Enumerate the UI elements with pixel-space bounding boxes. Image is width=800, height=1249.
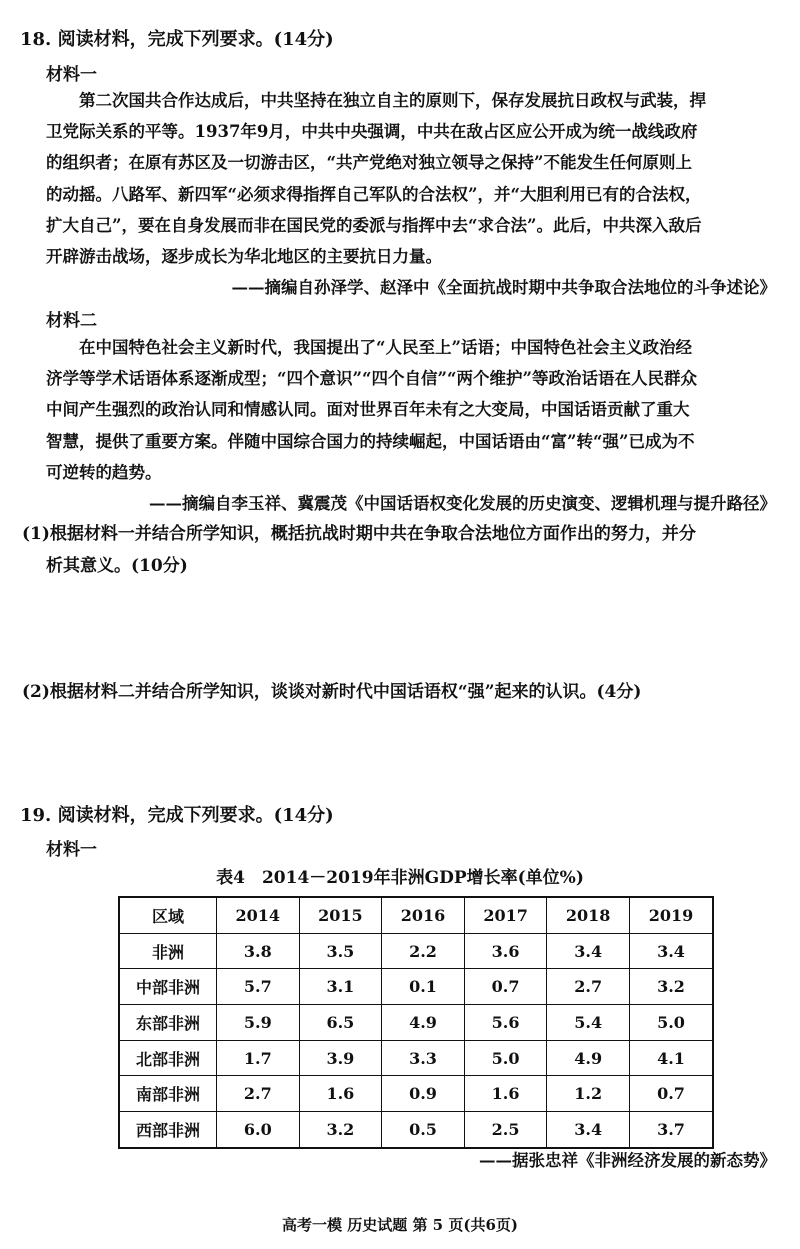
value-cell: 1.7	[217, 1040, 300, 1076]
paragraph-line: 卫党际关系的平等。1937年9月，中共中央强调，中共在敌占区应公开成为统一战线政府	[46, 122, 698, 142]
q18-subquestion-2	[22, 676, 758, 708]
value-cell: 0.7	[629, 1076, 713, 1112]
value-cell: 5.7	[217, 969, 300, 1005]
value-cell: 4.9	[547, 1040, 630, 1076]
page-footer: 高考一模 历史试题 第 5 页(共6页)	[282, 1216, 518, 1234]
region-cell: 北部非洲	[119, 1040, 217, 1076]
header-cell: 区域	[119, 897, 217, 933]
value-cell: 3.8	[217, 933, 300, 969]
paragraph-line: 开辟游击战场，逐步成长为华北地区的主要抗日力量。	[46, 247, 442, 267]
value-cell: 3.7	[629, 1112, 713, 1148]
paragraph-line: 在中国特色社会主义新时代，我国提出了“人民至上”话语；中国特色社会主义政治经	[46, 338, 692, 357]
region-cell: 东部非洲	[119, 1005, 217, 1041]
value-cell: 3.2	[299, 1112, 382, 1148]
header-cell: 2014	[217, 897, 300, 933]
paragraph-line: 的组织者；在原有苏区及一切游击区，“共产党绝对独立领导之保持”不能发生任何原则上	[46, 153, 692, 173]
value-cell: 0.7	[464, 969, 547, 1005]
value-cell: 1.6	[299, 1076, 382, 1112]
header-cell: 2017	[464, 897, 547, 933]
table-row	[119, 1005, 713, 1041]
value-cell: 0.1	[382, 969, 465, 1005]
table-row	[119, 1112, 713, 1148]
question-18-title: 18. 阅读材料，完成下列要求。(14分)	[20, 29, 334, 50]
value-cell: 3.3	[382, 1040, 465, 1076]
value-cell: 4.1	[629, 1040, 713, 1076]
paragraph-line: 的动摇。八路军、新四军“必须求得指挥自己军队的合法权”，并“大胆利用已有的合法权，	[46, 184, 702, 204]
value-cell: 3.9	[299, 1040, 382, 1076]
value-cell: 3.4	[547, 1112, 630, 1148]
region-cell: 西部非洲	[119, 1112, 217, 1148]
africa-gdp-growth-table	[118, 896, 714, 1149]
table-row	[119, 1040, 713, 1076]
question-19-title: 19. 阅读材料，完成下列要求。(14分)	[20, 805, 334, 826]
header-cell: 2019	[629, 897, 713, 933]
paragraph-line: 第二次国共合作达成后，中共坚持在独立自主的原则下，保存发展抗日政权与武装，捍	[46, 91, 706, 110]
value-cell: 5.9	[217, 1005, 300, 1041]
value-cell: 2.7	[547, 969, 630, 1005]
q19-material1-label: 材料一	[46, 840, 97, 860]
header-cell: 2016	[382, 897, 465, 933]
q18-material1-label: 材料一	[46, 65, 97, 85]
q18-material1-source: ——摘编自孙泽学、赵泽中《全面抗战时期中共争取合法地位的斗争述论》	[231, 278, 776, 297]
paragraph-line: 济学等学术话语体系逐渐成型；“四个意识”“四个自信”“两个维护”等政治话语在人民群众	[46, 369, 697, 389]
region-cell: 非洲	[119, 933, 217, 969]
region-cell: 南部非洲	[119, 1076, 217, 1112]
subquestion-line: (1)根据材料一并结合所学知识，概括抗战时期中共在争取合法地位方面作出的努力，并分	[22, 524, 696, 544]
value-cell: 5.0	[464, 1040, 547, 1076]
value-cell: 3.4	[629, 933, 713, 969]
value-cell: 3.6	[464, 933, 547, 969]
table-row	[119, 969, 713, 1005]
value-cell: 4.9	[382, 1005, 465, 1041]
q18-subquestion-1	[22, 518, 758, 582]
paragraph-line: 中间产生强烈的政治认同和情感认同。面对世界百年未有之大变局，中国话语贡献了重大	[46, 400, 690, 420]
value-cell: 2.5	[464, 1112, 547, 1148]
paragraph-line: 扩大自己”，要在自身发展而非在国民党的委派与指挥中去“求合法”。此后，中共深入敌后	[46, 215, 702, 235]
value-cell: 3.2	[629, 969, 713, 1005]
subquestion-line: 析其意义。(10分)	[46, 556, 188, 576]
value-cell: 2.7	[217, 1076, 300, 1112]
value-cell: 6.5	[299, 1005, 382, 1041]
q18-material2-label: 材料二	[46, 311, 97, 331]
value-cell: 2.2	[382, 933, 465, 969]
region-cell: 中部非洲	[119, 969, 217, 1005]
value-cell: 1.2	[547, 1076, 630, 1112]
value-cell: 5.0	[629, 1005, 713, 1041]
value-cell: 5.6	[464, 1005, 547, 1041]
value-cell: 3.4	[547, 933, 630, 969]
value-cell: 6.0	[217, 1112, 300, 1148]
q18-material2-source: ——摘编自李玉祥、冀震茂《中国话语权变化发展的历史演变、逻辑机理与提升路径》	[149, 494, 776, 513]
paragraph-line: 智慧，提供了重要方案。伴随中国综合国力的持续崛起，中国话语由“富”转“强”已成为不	[46, 431, 695, 451]
gdp-table-caption: 表4 2014－2019年非洲GDP增长率(单位%)	[216, 868, 584, 888]
table-row	[119, 1076, 713, 1112]
value-cell: 3.1	[299, 969, 382, 1005]
header-cell: 2015	[299, 897, 382, 933]
q19-source: ——据张忠祥《非洲经济发展的新态势》	[479, 1151, 776, 1170]
q18-material1-text	[46, 85, 782, 272]
value-cell: 1.6	[464, 1076, 547, 1112]
subquestion-line: (2)根据材料二并结合所学知识，谈谈对新时代中国话语权“强”起来的认识。(4分)	[22, 682, 642, 702]
q18-material2-text	[46, 332, 782, 488]
value-cell: 0.5	[382, 1112, 465, 1148]
table-row	[119, 933, 713, 969]
value-cell: 0.9	[382, 1076, 465, 1112]
value-cell: 5.4	[547, 1005, 630, 1041]
table-header-row	[119, 897, 713, 933]
value-cell: 3.5	[299, 933, 382, 969]
header-cell: 2018	[547, 897, 630, 933]
paragraph-line: 可逆转的趋势。	[46, 462, 162, 482]
